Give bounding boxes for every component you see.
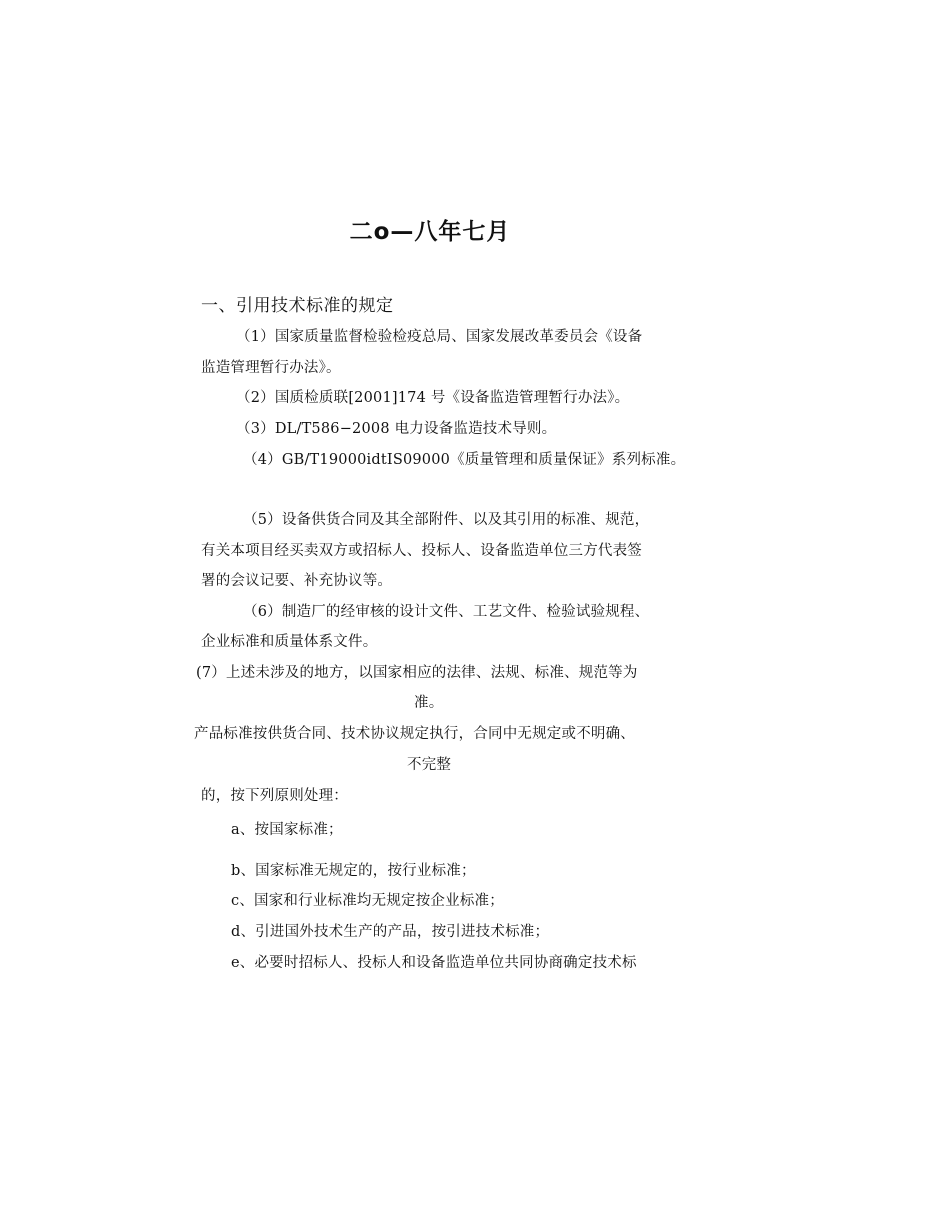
item-7-line-1: (7）上述未涉及的地方，以国家相应的法律、法规、标准、规范等为 — [196, 665, 638, 681]
product-standard-line-3: 的，按下列原则处理： — [201, 788, 348, 804]
product-standard-line-2: 不完整 — [407, 757, 452, 773]
item-5-line-3: 署的会议记要、补充协议等。 — [201, 573, 393, 589]
date-title: 二o—八年七月 — [349, 219, 511, 245]
principle-e: e、必要时招标人、投标人和设备监造单位共同协商确定技术标 — [231, 955, 637, 971]
item-2-line-1: （2）国质检质联[2001]174 号《设备监造管理暂行办法》。 — [236, 390, 630, 406]
product-standard-line-1: 产品标准按供货合同、技术协议规定执行，合同中无规定或不明确、 — [194, 726, 635, 742]
principle-b: b、国家标准无规定的，按行业标准； — [231, 863, 476, 879]
item-6-line-1: （6）制造厂的经审核的设计文件、工艺文件、检验试验规程、 — [243, 604, 650, 620]
item-3-line-1: （3）DL/T586−2008 电力设备监造技术导则。 — [236, 421, 557, 437]
principle-c: c、国家和行业标准均无规定按企业标准； — [231, 893, 504, 909]
item-7-line-2: 准。 — [414, 695, 444, 711]
principle-a: a、按国家标准； — [231, 822, 343, 838]
item-1-line-2: 监造管理暂行办法》。 — [201, 360, 341, 376]
item-5-line-1: （5）设备供货合同及其全部附件、以及其引用的标准、规范， — [243, 512, 650, 528]
item-1-line-1: （1）国家质量监督检验检疫总局、国家发展改革委员会《设备 — [236, 329, 643, 345]
item-4-line-1: （4）GB/T19000idtIS09000《质量管理和质量保证》系列标准。 — [243, 452, 686, 468]
item-5-line-2: 有关本项目经买卖双方或招标人、投标人、设备监造单位三方代表签 — [201, 543, 642, 559]
principle-d: d、引进国外技术生产的产品，按引进技术标准； — [231, 924, 550, 940]
item-6-line-2: 企业标准和质量体系文件。 — [201, 634, 378, 650]
section-heading: 一、引用技术标准的规定 — [201, 296, 394, 316]
